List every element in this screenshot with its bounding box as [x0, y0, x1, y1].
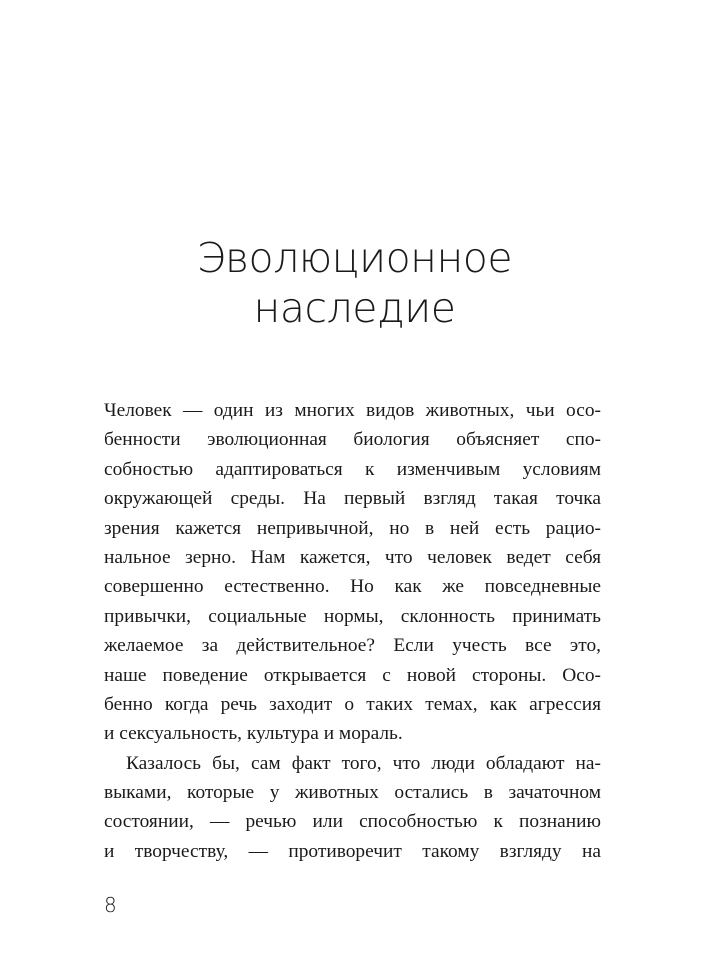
body-text: [104, 396, 601, 866]
text-line: наше поведение открывается с новой стороны. Осо-: [104, 664, 601, 686]
text-line: желаемое за действительное? Если учесть все это,: [104, 635, 601, 657]
page-number: 8: [104, 893, 117, 917]
text-line: собностью адаптироваться к изменчивым условиям: [104, 458, 601, 480]
paragraph-2: [104, 749, 601, 867]
text-line: и сексуальность, культура и мораль.: [104, 723, 403, 745]
chapter-title-line-1: Эволюционное: [196, 234, 513, 283]
text-line: бенно когда речь заходит о таких темах, как агрессия: [104, 693, 601, 715]
chapter-title: [0, 233, 709, 333]
chapter-title-line-2: наследие: [253, 284, 456, 333]
text-line: Казалось бы, сам факт того, что люди обладают на-: [126, 752, 601, 774]
text-line: выками, которые у животных остались в зачаточном: [104, 782, 601, 804]
text-line: совершенно естественно. Но как же повседневные: [104, 576, 601, 598]
text-line: состоянии, — речью или способностью к познанию: [104, 811, 601, 833]
text-line: окружающей среды. На первый взгляд такая точка: [104, 488, 601, 510]
text-line: Человек — один из многих видов животных, чьи осо-: [104, 400, 601, 421]
text-line: зрения кажется непривычной, но в ней есть рацио-: [104, 517, 601, 539]
paragraph-1: [104, 396, 601, 749]
text-line: привычки, социальные нормы, склонность принимать: [104, 605, 601, 627]
text-line: нальное зерно. Нам кажется, что человек ведет себя: [104, 546, 601, 568]
text-line: и творчеству, — противоречит такому взгляду на: [104, 840, 601, 862]
text-line: бенности эволюционная биология объясняет спо-: [104, 429, 601, 451]
